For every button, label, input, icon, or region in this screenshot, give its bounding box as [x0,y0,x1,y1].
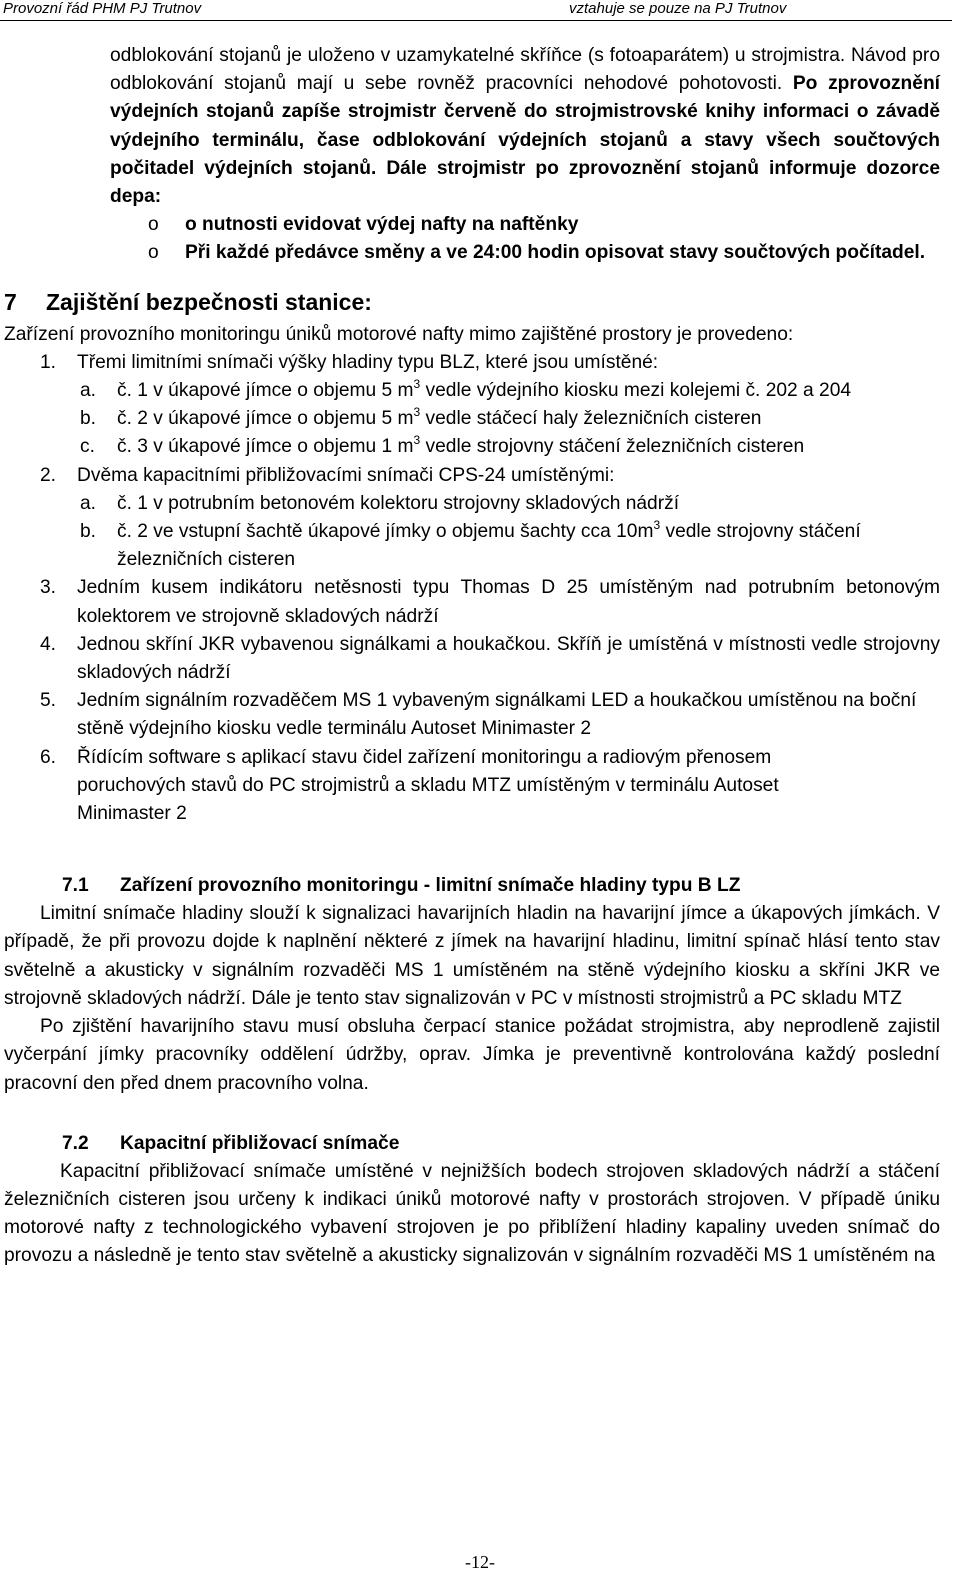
header-right: vztahuje se pouze na PJ Trutnov [569,0,787,17]
list-number: 6. [40,746,57,768]
superscript: 3 [413,405,421,420]
bullet-item [148,239,940,267]
list-text: Jedním signálním rozvaděčem MS 1 vybaveným signálkami LED a houkačkou umístěnou na boční stěně výdejního kiosku vedle terminálu Autoset Minimaster 2 [77,690,917,740]
list-item [40,349,940,377]
sub-list-letter: a. [80,492,97,514]
intro-paragraph [110,42,940,211]
section-number: 7.2 [62,1132,89,1154]
sub-list-item [80,377,940,405]
sub-text-after: vedle strojovny stáčení železničních cisteren [117,521,861,571]
section-number: 7.1 [62,875,89,897]
bullet-marker: o [148,214,159,236]
section-7-1-heading [62,872,960,900]
sub-list-letter: a. [80,380,97,402]
page-header [0,0,960,20]
list-text: Řídícím software s aplikací stavu čidel zařízení monitoringu a radiovým přenosem poruchových stavů do PC strojmistrů a skladu MTZ umístěným v terminálu Autoset Minimaster 2 [77,746,779,825]
superscript: 3 [413,377,421,392]
sub-list-item [80,433,940,461]
list-item [40,687,940,743]
list-item [40,744,857,829]
superscript: 3 [413,433,421,448]
list-number: 5. [40,690,57,712]
spacer [0,828,960,850]
section-title: Zařízení provozního monitoringu - limitní snímače hladiny typu B LZ [120,875,741,897]
list-text: Jedním kusem indikátoru netěsnosti typu Thomas D 25 umístěným nad potrubním betonovým kolektorem ve strojovně skladových nádrží [77,577,940,627]
list-number: 3. [40,577,57,599]
bullet-text: Při každé předávce směny a ve 24:00 hodin opisovat stavy součtových počítadel. [185,242,926,264]
section-title: Kapacitní přibližovací snímače [120,1132,400,1154]
list-text: Dvěma kapacitními přibližovacími snímači CPS-24 umístěnými: [77,464,615,486]
sub-text-after: vedle výdejního kiosku mezi kolejemi č. 202 a 204 [420,380,852,402]
section-7-1-paragraph-2: Po zjištění havarijního stavu musí obsluha čerpací stanice požádat strojmistra, aby neprodleně zajistil vyčerpání jímky pracovníky oddělení údržby, oprav. Jímka je preventivně kontrolována každý poslední pracovní den před dnem pracovního volna. [4,1016,940,1094]
section-7-2-heading [62,1130,960,1158]
superscript: 3 [653,518,661,533]
section-7-heading [4,287,960,317]
list-item [40,462,940,490]
page-content [0,42,960,1271]
section-7-2-paragraph-1: Kapacitní přibližovací snímače umístěné v nejnižších bodech strojoven skladových nádrží a stáčení železničních cisteren jsou určeny k indikaci úniků motorové nafty v prostorách strojoven. V případě úniku motorové nafty z technologického vybavení strojoven je po přiblížení hladiny kapaliny uveden snímač do provozu a následně je tento stav světelně a akusticky signalizován v signálním rozvaděči MS 1 umístěném na [4,1160,940,1267]
sub-list-letter: b. [80,408,97,430]
bullet-text: o nutnosti evidovat výdej nafty na naftěnky [185,214,579,236]
sub-list-item [80,405,940,433]
sub-list-item [80,490,940,518]
sub-text-after: vedle stáčecí haly železničních cisteren [420,408,762,430]
list-number: 2. [40,464,57,486]
intro-normal-text: odblokování stojanů je uloženo v uzamykatelné skříňce (s fotoaparátem) u strojmistra. Návod pro odblokování stojanů mají u sebe rovněž pracovníci nehodové pohotovosti. [110,45,940,95]
sub-text-after: vedle strojovny stáčení železničních cisteren [420,436,805,458]
bullet-item [148,211,940,239]
section-title: Zajištění bezpečnosti stanice: [46,288,372,315]
page-number: -12- [465,1552,495,1572]
sub-text-before: č. 2 v úkapové jímce o objemu 5 m [117,408,414,430]
sub-text-before: č. 3 v úkapové jímce o objemu 1 m [117,436,414,458]
list-number: 4. [40,633,57,655]
list-text: Jednou skříní JKR vybavenou signálkami a houkačkou. Skříň je umístěná v místnosti vedle strojovny skladových nádrží [77,633,940,684]
list-text: Třemi limitními snímači výšky hladiny typu BLZ, které jsou umístěné: [77,351,659,373]
list-number: 1. [40,351,57,373]
header-rule [0,20,952,21]
bullet-marker: o [148,242,159,264]
sub-list-item [80,518,940,574]
sub-text-before: č. 1 v úkapové jímce o objemu 5 m [117,380,414,402]
section-number: 7 [4,288,17,315]
sub-list-letter: b. [80,521,97,543]
intro-bold-text: Po zprovoznění výdejních stojanů zapíše strojmistr červeně do strojmistrovské knihy informaci o závadě výdejního terminálu, čase odblokování výdejních stojanů a stavy všech součtových počitadel výdejních stojanů. Dále strojmistr po zprovoznění stojanů informuje dozorce depa: [110,73,940,208]
list-item [40,574,940,630]
section-7-1-paragraph-1: Limitní snímače hladiny slouží k signalizaci havarijních hladin na havarijní jímce a úkapových jímkách. V případě, že při provozu dojde k naplnění některé z jímek na havarijní hladinu, limitní spínač hlásí tento stav světelně a akusticky v signálním rozvaděči MS 1 umístěném na stěně výdejního kiosku a skříni JKR ve strojovně skladových nádrží. Dále je tento stav signalizován v PC v místnosti strojmistrů a PC skladu MTZ [4,903,940,1009]
sub-text-before: č. 1 v potrubním betonovém kolektoru strojovny skladových nádrží [117,492,680,514]
sub-list-letter: c. [80,436,95,458]
sub-text-before: č. 2 ve vstupní šachtě úkapové jímky o objemu šachty cca 10m [117,521,654,543]
list-item [40,631,940,687]
section-7-intro: Zařízení provozního monitoringu úniků motorové nafty mimo zajištěné prostory je provedeno: [4,323,794,345]
header-left: Provozní řád PHM PJ Trutnov [3,0,202,17]
